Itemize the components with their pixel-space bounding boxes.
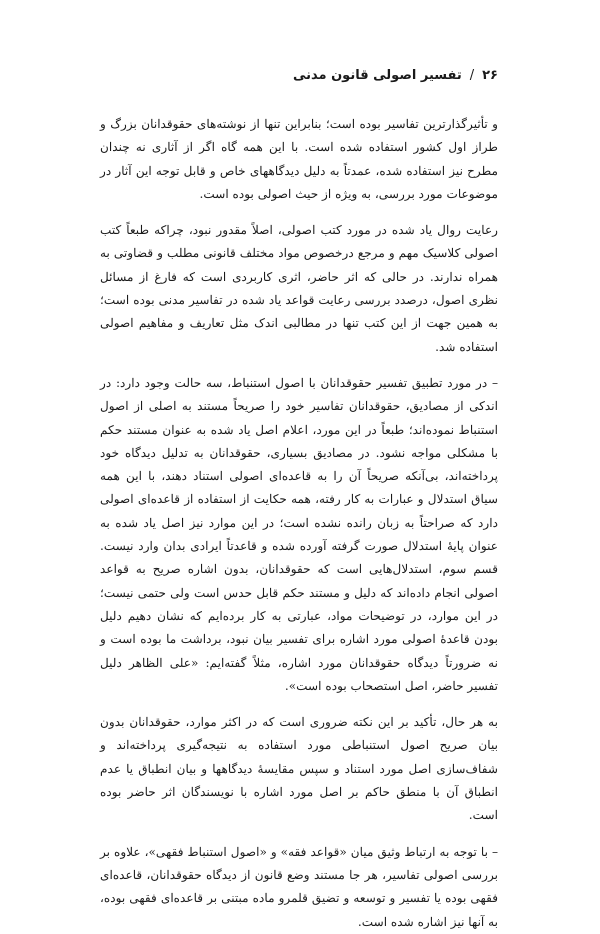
paragraph-4: به هر حال، تأکید بر این نکته ضروری است که در اکثر موارد، حقوقدانان بدون بیان صریح اصول استنباطی مورد استفاده به نتیجه‌گیری پرداخته‌اند و شفاف‌سازی اصل مورد استناد و سپس مقایسهٔ دیدگاهها و بیان انطباق یا عدم انطباق آن با منطق حاکم بر اصل مورد اشاره با نویسندگان اثر حاضر بوده است. (100, 715, 498, 823)
paragraph-1: و تأثیرگذارترین تفاسیر بوده است؛ بنابراین تنها از نوشته‌های حقوقدانان بزرگ و طراز اول کشور استفاده شده است. با این همه گاه اگر از آثاری نه چندان مطرح نیز استفاده شده، عمدتاً به دلیل دیدگاههای خاص و قابل توجه این آثار در موضوعات مورد بررسی، به ویژه از حیث اصولی بوده است. (100, 117, 498, 201)
paragraph-5: – با توجه به ارتباط وثیق میان «قواعد فقه» و «اصول استنباط فقهی»، علاوه بر بررسی اصولی تفاسیر، هر جا مستند وضع قانون از دیدگاه حقوقدانان، قاعده‌ای فقهی بوده یا تفسیر و توسعه و تضیق قلمرو ماده مبتنی بر قاعده‌ای فقهی بوده، به آنها نیز اشاره شده است. (100, 844, 498, 929)
running-header (100, 68, 498, 83)
paragraph-3: – در مورد تطبیق تفسیر حقوقدانان با اصول استنباط، سه حالت وجود دارد: در اندکی از مصادیق، حقوقدانان تفاسیر خود را صریحاً مستند به اصلی از اصول استنباط نموده‌اند؛ طبعاً در این مورد، اعلام اصل یاد شده به عنوان مستند حکم با مشکلی مواجه نشود. در مصادیق بسیاری، حقوقدانان به تدلیل دیدگاه خود پرداخته‌اند، بی‌آنکه صریحاً آن را به قاعده‌ای اصولی استناد دهند، با این همه سیاق استدلال و عبارات به کار رفته، همه حکایت از استفاده از قاعده‌ای اصولی دارد که صراحتاً به زبان رانده نشده است؛ در این موارد نیز اصل یاد شده به عنوان پایهٔ استدلال صورت گرفته آورده شده و قاعدتاً ایرادی بدان وارد نیست. قسم سوم، استدلال‌هایی است که حقوقدانان، بدون اشاره صریح به قواعد اصولی انجام داده‌اند که دلیل و مستند حکم قابل حدس است ولی حتمی نیست؛ در این موارد، در توضیحات مواد، عبارتی به کار برده‌ایم که نشان دهیم دلیل بودن قاعدهٔ اصولی مورد اشاره برای تفسیر بیان نبود، برداشت ما بوده است و نه ضرورتاً دیدگاه حقوقدانان مورد اشاره، مثلاً گفته‌ایم: «علی الظاهر دلیل تفسیر حاضر، اصل استصحاب بوده است». (100, 375, 498, 693)
book-title: تفسیر اصولی قانون مدنی (292, 68, 462, 83)
paragraph-2: رعایت روال یاد شده در مورد کتب اصولی، اصلاً مقدور نبود، چراکه طبعاً کتب اصولی کلاسیک مهم و مرجع درخصوص مواد مختلف قانونی مطلب و قضاوتی به همراه ندارند. در حالی که اثر حاضر، اثری کاربردی است که فارغ از مسائل نظری اصول، درصدد بررسی رعایت قواعد یاد شده در تفاسیر مدنی بوده است؛ به همین جهت از این کتب تنها در مطالبی اندک مثل تعاریف و مفاهیم اصولی استفاده شد. (100, 223, 498, 354)
page-number: ۲۶ (482, 68, 498, 83)
header-separator: / (469, 68, 475, 83)
